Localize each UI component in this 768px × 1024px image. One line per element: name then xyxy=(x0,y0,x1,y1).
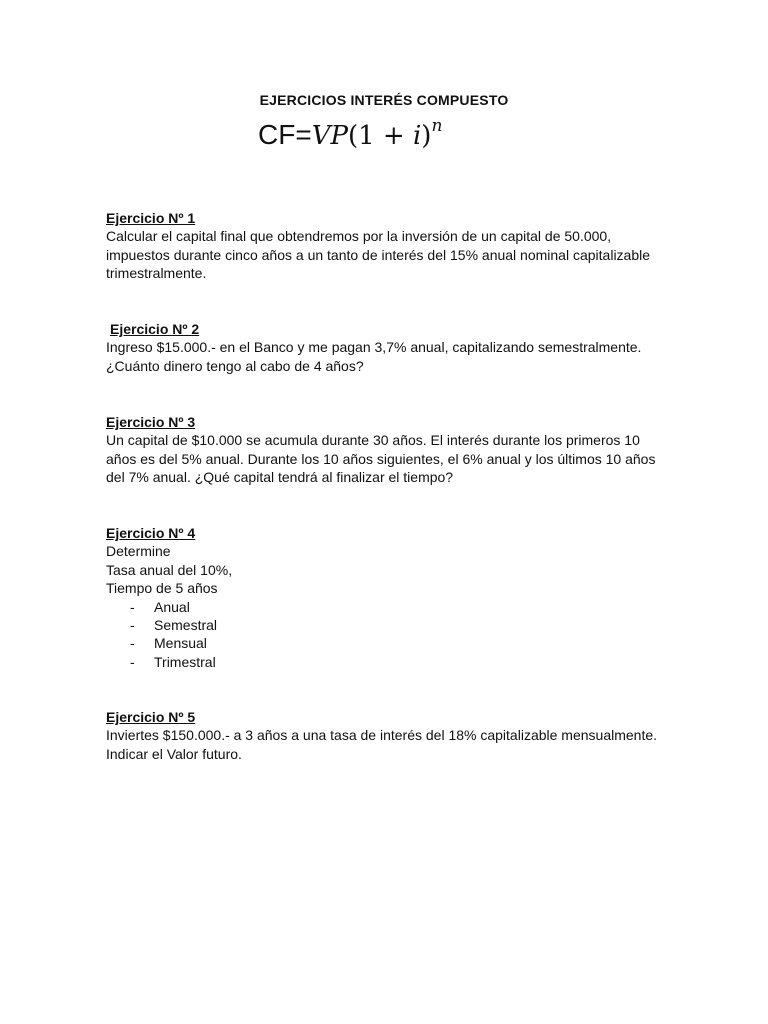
formula-exponent: n xyxy=(431,116,443,136)
list-item xyxy=(106,598,686,616)
exercise-4-heading: Ejercicio Nº 4 xyxy=(106,525,196,541)
bullet-dash: - xyxy=(130,598,135,615)
formula-vp: VP xyxy=(311,121,348,151)
formula-paren-open: (1 + xyxy=(347,121,413,151)
exercise-1-heading: Ejercicio Nº 1 xyxy=(106,210,196,226)
exercise-2-heading: Ejercicio Nº 2 xyxy=(110,321,200,337)
exercise-1 xyxy=(106,209,686,283)
exercise-5-heading: Ejercicio Nº 5 xyxy=(106,709,196,725)
exercise-4-line-2: Tasa anual del 10%, xyxy=(106,561,233,578)
exercise-2 xyxy=(106,320,686,375)
bullet-dash: - xyxy=(130,653,135,670)
formula-i: i xyxy=(412,121,422,151)
exercise-3-line-2: años es del 5% anual. Durante los 10 años siguientes, el 6% anual y los últimos 10 años xyxy=(106,450,656,467)
exercise-5-line-2: Indicar el Valor futuro. xyxy=(106,745,242,762)
list-item xyxy=(106,634,686,652)
formula-lhs: CF= xyxy=(258,119,312,150)
exercise-3-heading: Ejercicio Nº 3 xyxy=(106,414,196,430)
bullet-dash: - xyxy=(130,635,135,652)
list-item xyxy=(106,653,686,671)
exercise-4-line-1: Determine xyxy=(106,543,171,560)
bullet-dash: - xyxy=(130,617,135,634)
exercise-3 xyxy=(106,413,686,487)
exercise-2-line-2: ¿Cuánto dinero tengo al cabo de 4 años? xyxy=(106,357,364,374)
exercise-2-line-1: Ingreso $15.000.- en el Banco y me pagan 3,7% anual, capitalizando semestralmente. xyxy=(106,339,642,356)
exercise-1-line-2: impuestos durante cinco años a un tanto de interés del 15% anual nominal capitalizable xyxy=(106,246,651,263)
exercise-5-line-1: Inviertes $150.000.- a 3 años a una tasa de interés del 18% capitalizable mensualmente. xyxy=(106,727,658,744)
formula-paren-close: ) xyxy=(421,121,432,151)
exercise-4 xyxy=(106,524,686,671)
exercise-3-line-3: del 7% anual. ¿Qué capital tendrá al finalizar el tiempo? xyxy=(106,469,454,486)
exercise-1-line-1: Calcular el capital final que obtendremos por la inversión de un capital de 50.000, xyxy=(106,228,612,245)
list-item xyxy=(106,616,686,634)
bullet-label: Mensual xyxy=(154,635,207,652)
compound-interest-formula xyxy=(258,118,442,152)
bullet-label: Anual xyxy=(154,598,190,615)
bullet-label: Semestral xyxy=(154,617,218,634)
bullet-label: Trimestral xyxy=(154,653,216,670)
exercise-3-line-1: Un capital de $10.000 se acumula durante 30 años. El interés durante los primeros 10 xyxy=(106,432,640,449)
exercise-4-bullet-list xyxy=(106,598,686,672)
exercise-5 xyxy=(106,708,686,763)
document-title: EJERCICIOS INTERÉS COMPUESTO xyxy=(259,92,509,108)
exercise-1-line-3: trimestralmente. xyxy=(106,265,207,282)
exercise-4-line-3: Tiempo de 5 años xyxy=(106,580,218,597)
